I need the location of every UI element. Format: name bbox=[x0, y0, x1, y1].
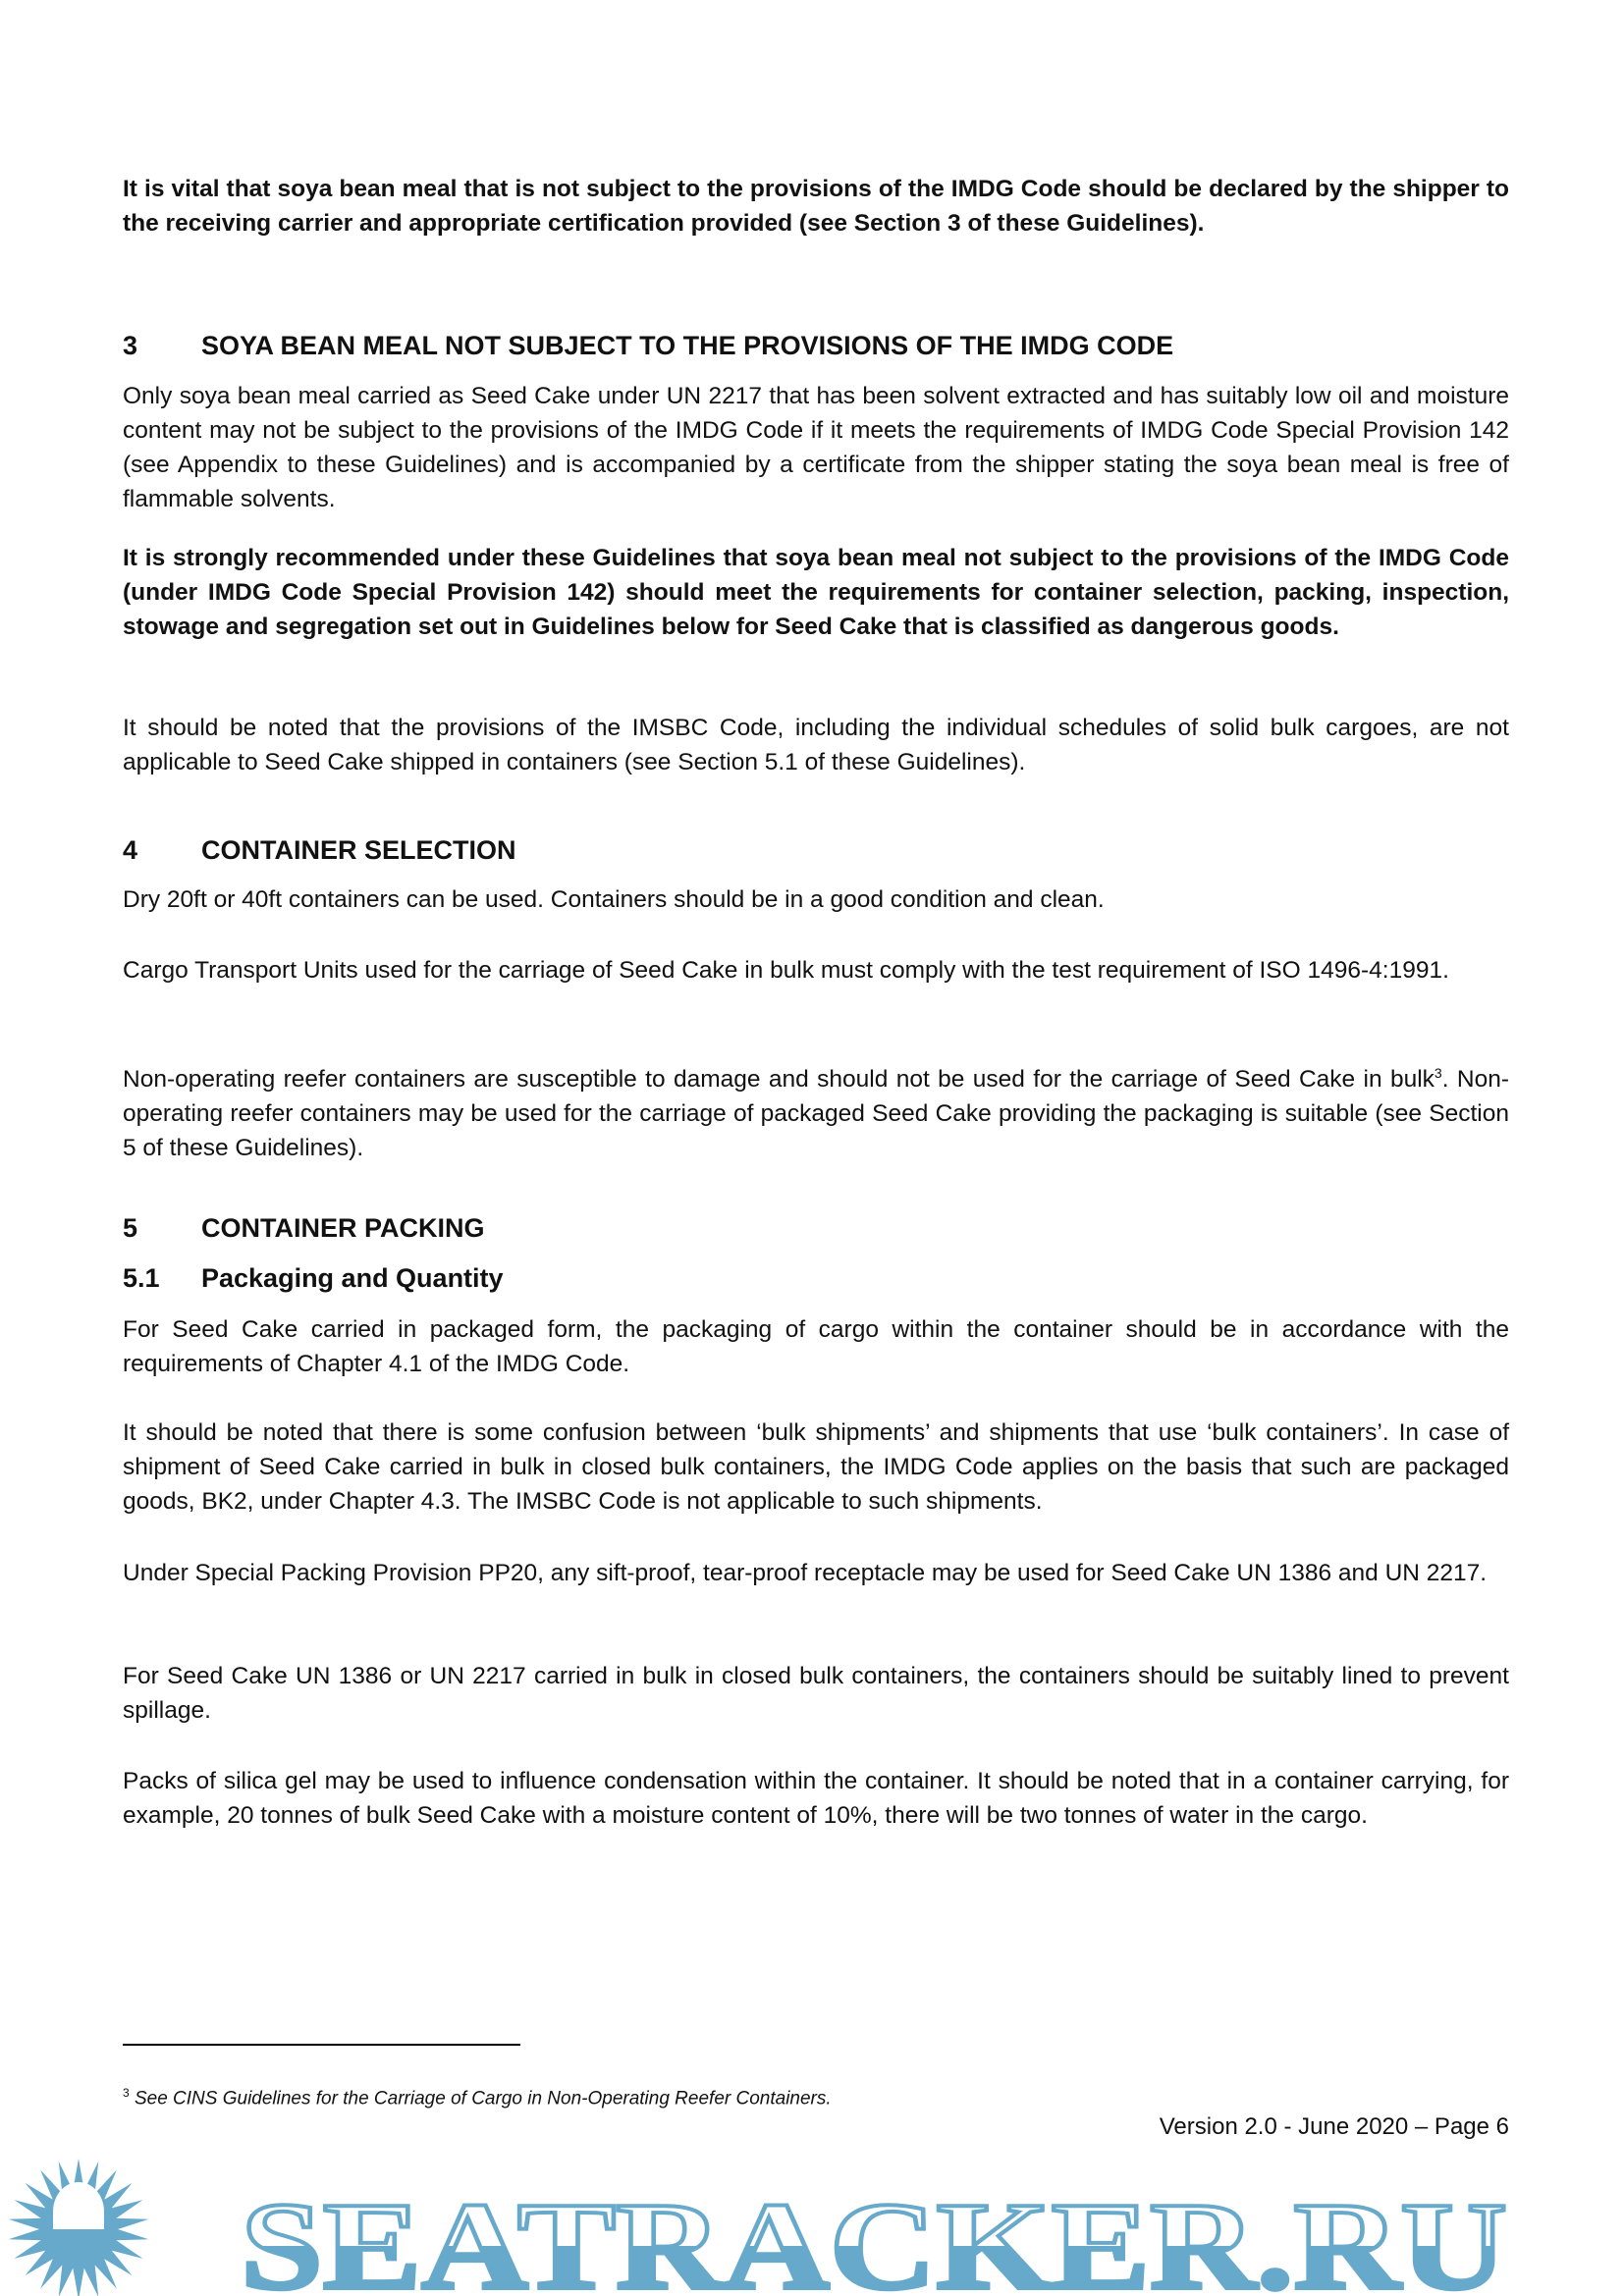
section-title: CONTAINER PACKING bbox=[201, 1213, 485, 1243]
section-number: 5.1 bbox=[123, 1263, 160, 1293]
paragraph: Only soya bean meal carried as Seed Cake under UN 2217 that has been solvent extracted and has suitably low oil and moisture content may not be subject to the provisions of the IMDG Code if it meets the requirements of IMDG Code Special Provision 142 (see Appendix to these Guidelines) and is accompanied by a certificate from the shipper stating the soya bean meal is free of flammable solvents. bbox=[123, 383, 1509, 512]
paragraph: For Seed Cake UN 1386 or UN 2217 carried in bulk in closed bulk containers, the containers should be suitably lined to prevent spillage. bbox=[123, 1663, 1509, 1724]
watermark-text: SEATRACKER.RU bbox=[241, 2176, 1507, 2296]
paragraph: It should be noted that the provisions of the IMSBC Code, including the individual schedules of solid bulk cargoes, are not applicable to Seed Cake shipped in containers (see Section 5.1 of these Guidelines). bbox=[123, 715, 1509, 775]
footnote bbox=[123, 2081, 832, 2110]
paragraph: Under Special Packing Provision PP20, any sift-proof, tear-proof receptacle may be used for Seed Cake UN 1386 and UN 2217. bbox=[123, 1560, 1488, 1586]
paragraph: Dry 20ft or 40ft containers can be used. Containers should be in a good condition and clean. bbox=[123, 886, 1105, 913]
seatracker-watermark bbox=[0, 2155, 1624, 2296]
text: . Non-operating reefer containers may be used for the carriage of packaged Seed Cake providing the packaging is suitable (see Section 5 of these Guidelines). bbox=[123, 1066, 1510, 1162]
section-4-heading bbox=[123, 833, 516, 868]
section-number: 4 bbox=[123, 835, 138, 865]
section-number: 5 bbox=[123, 1213, 138, 1243]
paragraph: Packs of silica gel may be used to influence condensation within the container. It should be noted that in a container carrying, for example, 20 tonnes of bulk Seed Cake with a moisture content of 10%, there will be two tonnes of water in the cargo. bbox=[123, 1768, 1509, 1829]
intro-paragraph: It is vital that soya bean meal that is not subject to the provisions of the IMDG Code should be declared by the shipper to the receiving carrier and appropriate certification provided (see Section 3 of these Guidelines). bbox=[123, 176, 1509, 237]
paragraph: For Seed Cake carried in packaged form, the packaging of cargo within the container should be in accordance with the requirements of Chapter 4.1 of the IMDG Code. bbox=[123, 1316, 1509, 1377]
paragraph-bold: It is strongly recommended under these Guidelines that soya bean meal not subject to the provisions of the IMDG Code (under IMDG Code Special Provision 142) should meet the requirements for container selection, packing, inspection, stowage and segregation set out in Guidelines below for Seed Cake that is classified as dangerous goods. bbox=[123, 545, 1509, 640]
paragraph: It should be noted that there is some confusion between ‘bulk shipments’ and shipments that use ‘bulk containers’. In case of shipment of Seed Cake carried in bulk in closed bulk containers, the IMDG Code applies on the basis that such are packaged goods, BK2, under Chapter 4.3. The IMSBC Code is not applicable to such shipments. bbox=[123, 1419, 1509, 1515]
section-5-1-heading bbox=[123, 1261, 504, 1296]
footnote-reference[interactable]: 3 bbox=[1434, 1065, 1442, 1081]
text: Non-operating reefer containers are susceptible to damage and should not be used for the carriage of Seed Cake in bulk bbox=[123, 1066, 1435, 1094]
footnote-separator bbox=[123, 2044, 520, 2046]
section-number: 3 bbox=[123, 331, 138, 360]
footnote-mark: 3 bbox=[123, 2086, 130, 2100]
paragraph bbox=[123, 1056, 1509, 1165]
section-title: SOYA BEAN MEAL NOT SUBJECT TO THE PROVISIONS OF THE IMDG CODE bbox=[201, 331, 1174, 360]
sun-logo-icon bbox=[9, 2159, 149, 2296]
paragraph: Cargo Transport Units used for the carriage of Seed Cake in bulk must comply with the test requirement of ISO 1496-4:1991. bbox=[123, 957, 1449, 984]
section-3-heading bbox=[123, 329, 1173, 363]
footnote-text: See CINS Guidelines for the Carriage of Cargo in Non-Operating Reefer Containers. bbox=[129, 2088, 832, 2109]
section-title: CONTAINER SELECTION bbox=[201, 835, 516, 865]
section-title: Packaging and Quantity bbox=[201, 1263, 504, 1293]
page-footer-version: Version 2.0 - June 2020 – Page 6 bbox=[1159, 2113, 1509, 2140]
section-5-heading bbox=[123, 1211, 485, 1246]
